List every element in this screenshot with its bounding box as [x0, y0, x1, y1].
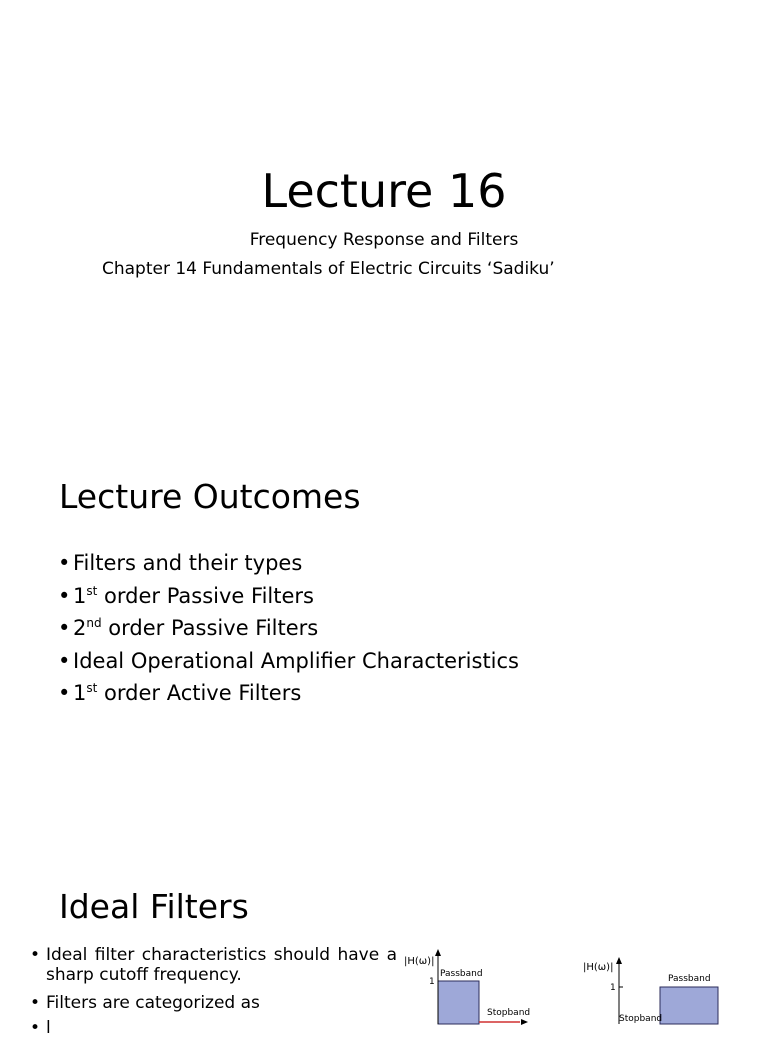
filter-bullet — [30, 993, 397, 1013]
filter-bullet — [30, 1018, 397, 1038]
bullet-icon: • — [30, 945, 41, 965]
bullet-icon: • — [58, 648, 71, 673]
slide-subtitle: Frequency Response and Filters — [249, 230, 519, 250]
graph-one-label: 1 — [429, 977, 435, 987]
filter-bullet-text: l — [46, 1018, 51, 1038]
passband-label: Passband — [440, 969, 483, 979]
bullet-icon: • — [58, 583, 71, 608]
bullet-icon: • — [58, 681, 71, 705]
outcome-text: order Active Filters — [97, 681, 302, 705]
slide-chapter-reference: Chapter 14 Fundamentals of Electric Circuits ‘Sadiku’ — [102, 259, 555, 279]
graph-axis-label: |H(ω)| — [404, 956, 435, 967]
filter-bullet-text: Ideal filter characteristics should have a sharp cutoff frequency. — [46, 945, 397, 985]
outcome-text: order Passive Filters — [101, 616, 319, 640]
y-axis-arrow-icon — [435, 949, 441, 956]
highpass-graph-svg — [580, 954, 768, 1024]
bullet-icon: • — [30, 993, 41, 1013]
outcome-item — [58, 612, 519, 645]
outcome-text: order Passive Filters — [97, 583, 314, 608]
ordinal-suffix: st — [86, 681, 98, 695]
y-axis-arrow-icon — [616, 957, 622, 964]
outcome-item — [58, 645, 519, 678]
highpass-response-graph — [580, 954, 768, 1024]
passband-region — [660, 987, 718, 1024]
stopband-label: Stopband — [487, 1008, 531, 1018]
x-axis-arrow-icon — [521, 1019, 528, 1025]
graph-axis-label: |H(ω)| — [583, 962, 614, 973]
ideal-filters-heading: Ideal Filters — [59, 887, 249, 926]
title-slide — [0, 0, 768, 410]
ideal-filters-slide — [0, 820, 768, 1038]
outcome-text: 1 — [73, 681, 87, 705]
bullet-icon: • — [58, 616, 71, 640]
outcome-text: 2 — [73, 616, 87, 640]
passband-region — [438, 981, 479, 1024]
graph-one-label: 1 — [610, 983, 616, 993]
lowpass-response-graph — [400, 948, 550, 1024]
bullet-icon: • — [30, 1018, 41, 1038]
outcome-item — [58, 677, 519, 710]
outcome-text: Filters and their types — [73, 551, 303, 575]
outcome-text: Ideal Operational Amplifier Characteristics — [73, 648, 519, 673]
filter-bullet-text: Filters are categorized as — [46, 993, 260, 1013]
stopband-label: Stopband — [619, 1014, 663, 1024]
passband-label: Passband — [668, 974, 711, 984]
outcome-text: 1 — [73, 583, 87, 608]
outcome-item — [58, 547, 519, 580]
outcomes-list — [58, 547, 519, 710]
ordinal-suffix: st — [86, 583, 98, 598]
outcomes-heading: Lecture Outcomes — [59, 477, 361, 516]
filter-bullet — [30, 945, 397, 985]
ordinal-suffix: nd — [86, 616, 102, 630]
slide-title: Lecture 16 — [261, 164, 507, 218]
lowpass-graph-svg — [400, 948, 550, 1024]
bullet-icon: • — [58, 551, 71, 575]
outcomes-slide — [0, 410, 768, 820]
outcome-item — [58, 580, 519, 613]
